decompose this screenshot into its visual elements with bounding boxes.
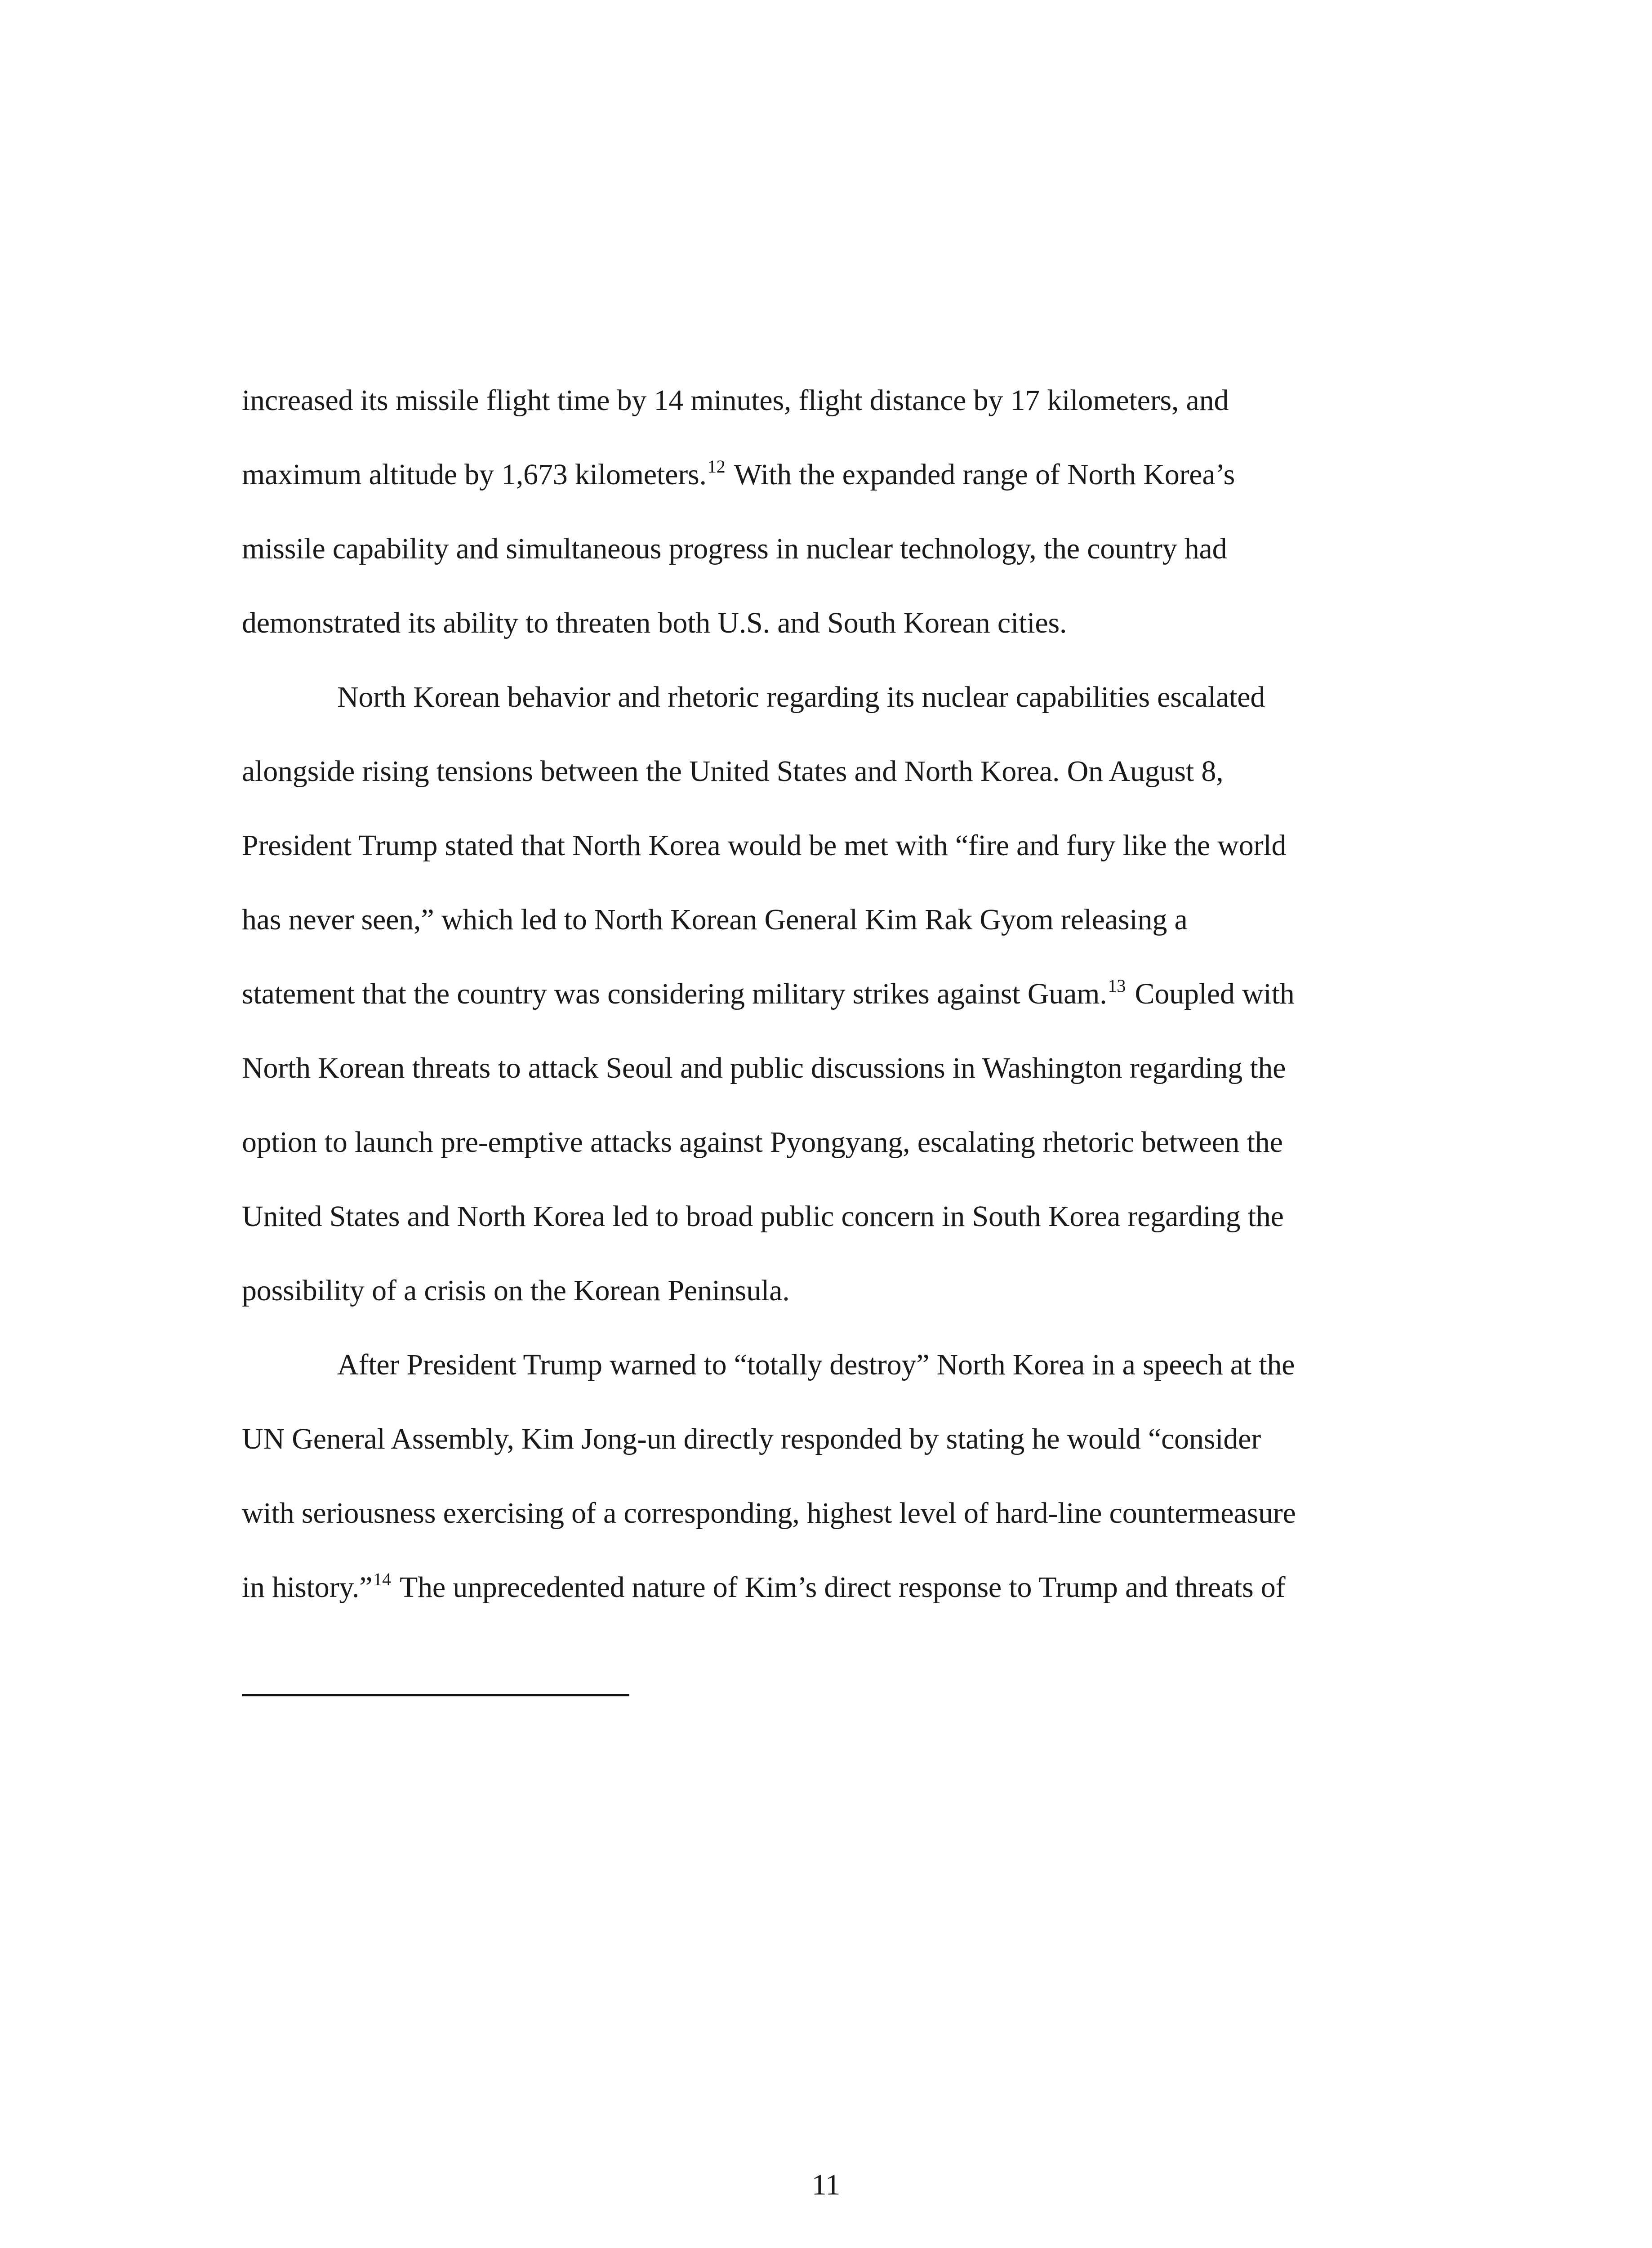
footnote-ref-12[interactable]: 12	[707, 456, 726, 477]
text-line	[242, 1105, 1403, 1179]
line-text-continued: The unprecedented nature of Kim’s direct response to Trump and threats of	[392, 1571, 1286, 1604]
text-line	[242, 734, 1403, 808]
line-text: North Korean threats to attack Seoul and public discussions in Washington regarding the	[242, 1052, 1286, 1084]
text-line	[242, 437, 1403, 512]
paragraph-start-line	[242, 1328, 1403, 1402]
line-text: maximum altitude by 1,673 kilometers.	[242, 458, 707, 491]
footnote-ref-14[interactable]: 14	[373, 1569, 391, 1589]
body-text	[242, 363, 1403, 1624]
line-text: option to launch pre-emptive attacks against Pyongyang, escalating rhetoric between the	[242, 1126, 1283, 1159]
line-text: North Korean behavior and rhetoric regarding its nuclear capabilities escalated	[337, 681, 1265, 714]
line-text: UN General Assembly, Kim Jong-un directly responded by stating he would “consider	[242, 1423, 1261, 1455]
text-line	[242, 1253, 1403, 1328]
paragraph-start-line	[242, 660, 1403, 734]
text-line	[242, 1031, 1403, 1105]
line-text: possibility of a crisis on the Korean Peninsula.	[242, 1274, 790, 1307]
text-line	[242, 1402, 1403, 1476]
line-text-continued: With the expanded range of North Korea’s	[727, 458, 1235, 491]
page-number: 11	[811, 2168, 841, 2201]
line-text: increased its missile flight time by 14 minutes, flight distance by 17 kilometers, and	[242, 384, 1229, 417]
line-text: alongside rising tensions between the United States and North Korea. On August 8,	[242, 755, 1224, 788]
text-line	[242, 957, 1403, 1031]
text-line	[242, 1476, 1403, 1550]
text-line	[242, 363, 1403, 437]
footnote-ref-13[interactable]: 13	[1108, 976, 1126, 996]
line-text: President Trump stated that North Korea would be met with “fire and fury like the world	[242, 829, 1287, 862]
text-line	[242, 1179, 1403, 1253]
text-line	[242, 883, 1403, 957]
line-text: missile capability and simultaneous progress in nuclear technology, the country had	[242, 532, 1227, 565]
text-line	[242, 808, 1403, 883]
text-line	[242, 1550, 1403, 1624]
line-text-continued: Coupled with	[1127, 977, 1295, 1010]
line-text: with seriousness exercising of a corresponding, highest level of hard-line countermeasure	[242, 1497, 1296, 1530]
line-text: demonstrated its ability to threaten both U.S. and South Korean cities.	[242, 607, 1067, 639]
line-text: United States and North Korea led to broad public concern in South Korea regarding the	[242, 1200, 1284, 1233]
text-line	[242, 512, 1403, 586]
line-text: has never seen,” which led to North Korean General Kim Rak Gyom releasing a	[242, 903, 1188, 936]
text-line	[242, 586, 1403, 660]
line-text: statement that the country was considering military strikes against Guam.	[242, 977, 1107, 1010]
line-text: in history.”	[242, 1571, 373, 1604]
footnote-separator	[242, 1694, 629, 1696]
line-text: After President Trump warned to “totally destroy” North Korea in a speech at the	[337, 1348, 1295, 1381]
